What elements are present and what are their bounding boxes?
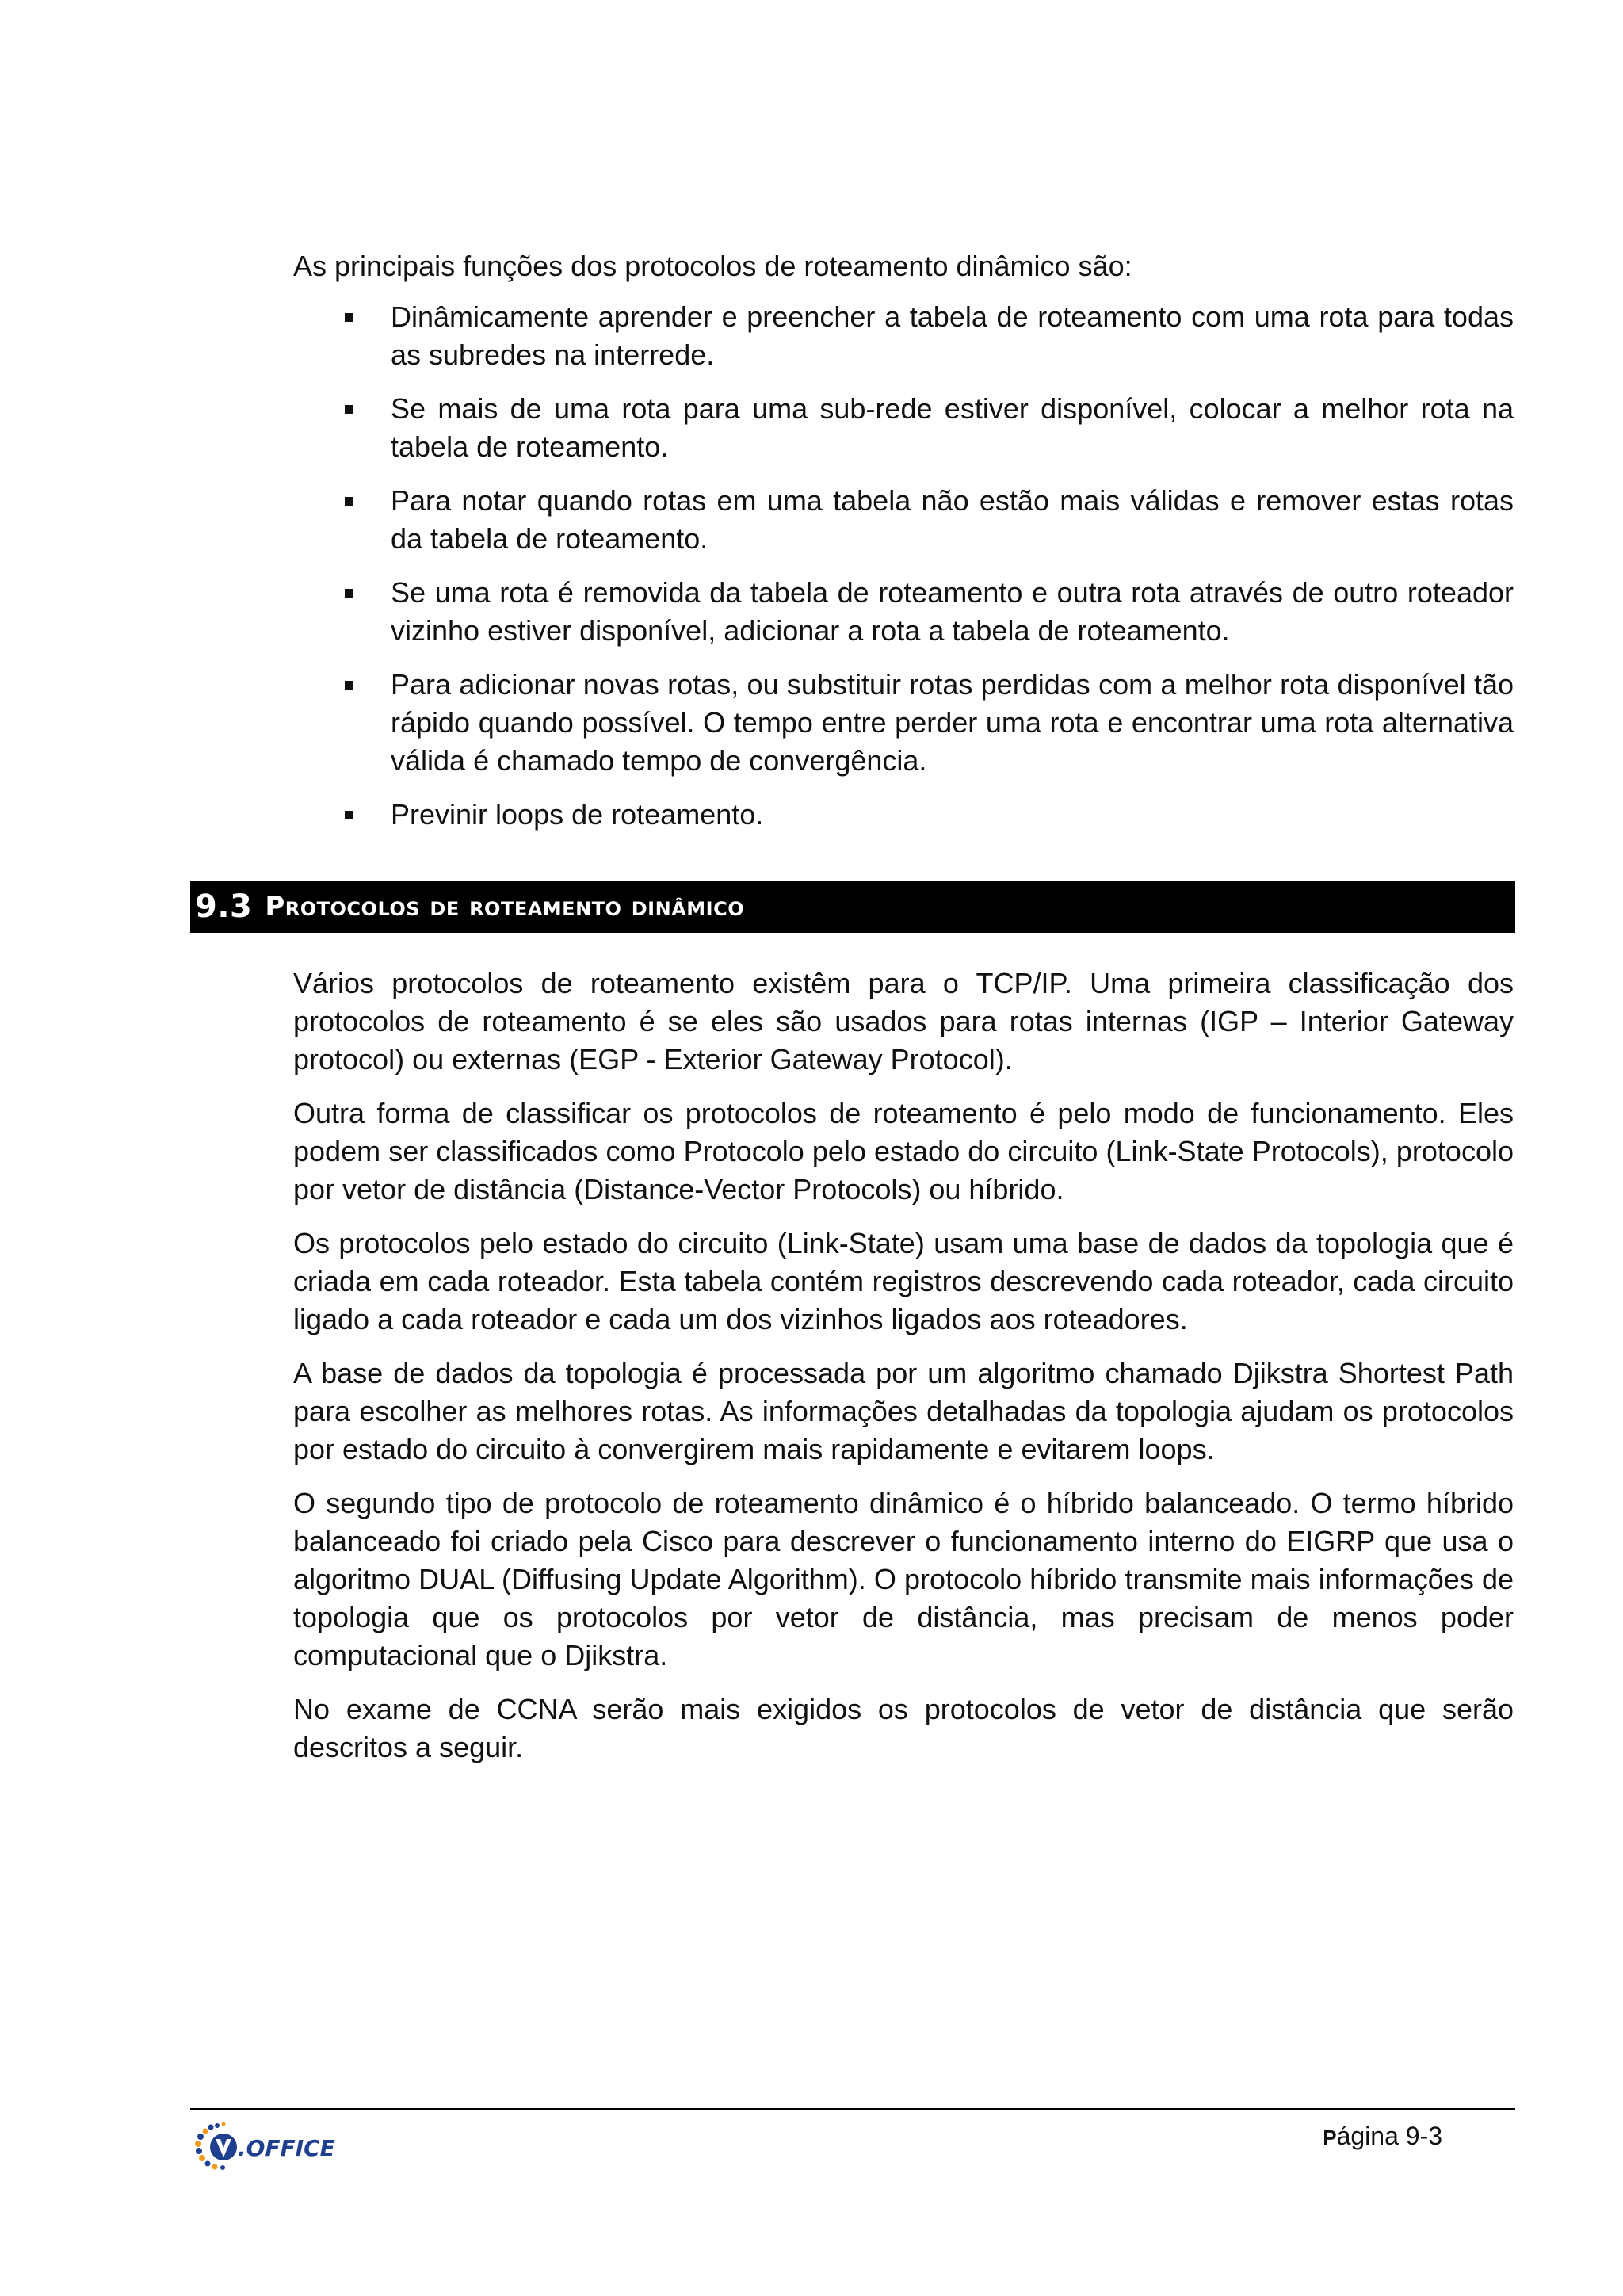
page-number-text: ágina 9-3 [1336, 2122, 1442, 2150]
square-bullet-icon [345, 313, 353, 322]
list-item-text: Se uma rota é removida da tabela de roteamento e outra rota através de outro roteador vizinho estiver disponível, adicionar a rota a tabela de roteamento. [391, 576, 1514, 647]
page-number-prefix: P [1323, 2126, 1337, 2149]
paragraph: No exame de CCNA serão mais exigidos os protocolos de vetor de distância que serão descritos a seguir. [293, 1693, 1514, 1763]
square-bullet-icon [345, 405, 353, 414]
list-item-text: Se mais de uma rota para uma sub-rede estiver disponível, colocar a melhor rota na tabela de roteamento. [391, 392, 1514, 463]
square-bullet-icon [345, 589, 353, 598]
company-logo [190, 2115, 357, 2178]
paragraph: Vários protocolos de roteamento existêm para o TCP/IP. Uma primeira classificação dos protocolos de roteamento é se eles são usados para rotas internas (IGP – Interior Gateway protocol) ou externas (EGP - Exterior Gateway Protocol). [293, 967, 1514, 1075]
square-bullet-icon [345, 811, 353, 819]
square-bullet-icon [345, 681, 353, 690]
list-item [293, 574, 1514, 650]
page-number [1284, 2120, 1442, 2153]
list-item-text: Dinâmicamente aprender e preencher a tabela de roteamento com uma rota para todas as subredes na interrede. [391, 300, 1514, 371]
list-item [293, 482, 1514, 558]
paragraph: Os protocolos pelo estado do circuito (Link-State) usam uma base de dados da topologia que é criada em cada roteador. Esta tabela contém registros descrevendo cada roteador, cada circuito ligado a cada roteador e cada um dos vizinhos ligados aos roteadores. [293, 1227, 1514, 1335]
paragraph: A base de dados da topologia é processada por um algoritmo chamado Djikstra Shortest Path para escolher as melhores rotas. As informações detalhadas da topologia ajudam os protocolos por estado do circuito à convergirem mais rapidamente e evitarem loops. [293, 1357, 1514, 1465]
list-item-text: Previnir loops de roteamento. [391, 798, 764, 831]
square-bullet-icon [345, 497, 353, 506]
section-body [293, 965, 1514, 1782]
footer-divider [190, 2108, 1515, 2110]
list-item [293, 666, 1514, 780]
list-item [293, 390, 1514, 466]
paragraph: O segundo tipo de protocolo de roteamento dinâmico é o híbrido balanceado. O termo híbrido balanceado foi criado pela Cisco para descrever o funcionamento interno do EIGRP que usa o algoritmo DUAL (Diffusing Update Algorithm). O protocolo híbrido transmite mais informações de topologia que os protocolos por vetor de distância, mas precisam de menos poder computacional que o Djikstra. [293, 1487, 1514, 1671]
intro-text: As principais funções dos protocolos de roteamento dinâmico são: [293, 250, 1132, 282]
svg-text:.OFFICE: .OFFICE [238, 2135, 335, 2161]
list-item-text: Para notar quando rotas em uma tabela não estão mais válidas e remover estas rotas da tabela de roteamento. [391, 484, 1514, 555]
section-title: Protocolos de roteamento dinâmico [265, 891, 745, 923]
voffice-logo-icon [190, 2115, 357, 2178]
list-item [293, 298, 1514, 374]
paragraph: Outra forma de classificar os protocolos de roteamento é pelo modo de funcionamento. Eles podem ser classificados como Protocolo pelo estado do circuito (Link-State Protocols), protocolo por vetor de distância (Distance-Vector Protocols) ou híbrido. [293, 1097, 1514, 1205]
list-item [293, 796, 1514, 834]
section-heading [190, 881, 1515, 933]
list-item-text: Para adicionar novas rotas, ou substituir rotas perdidas com a melhor rota disponível tão rápido quando possível. O tempo entre perder uma rota e encontrar uma rota alternativa válida é chamado tempo de convergência. [391, 668, 1514, 777]
functions-list [293, 298, 1514, 850]
section-number: 9.3 [195, 888, 253, 925]
